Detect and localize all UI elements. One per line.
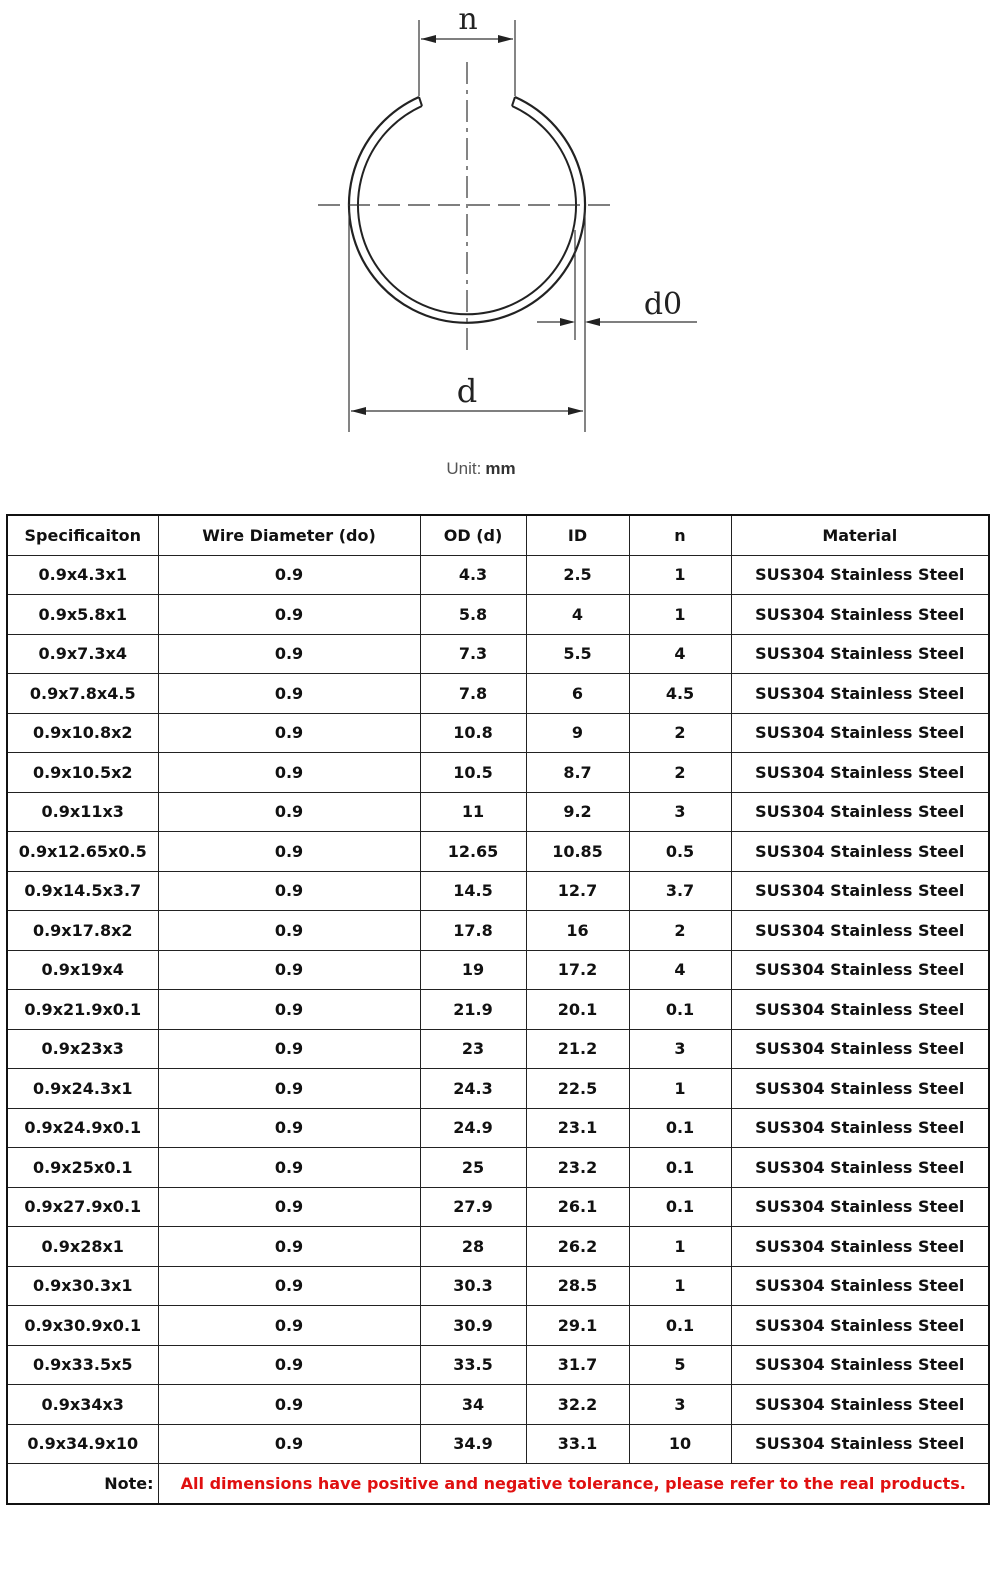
table-row — [7, 713, 989, 753]
cell-wire-diameter: 0.9 — [158, 832, 420, 872]
cell-n: 1 — [629, 1227, 731, 1267]
cell-n: 2 — [629, 713, 731, 753]
cell-od: 4.3 — [420, 555, 526, 595]
cell-wire-diameter: 0.9 — [158, 713, 420, 753]
cell-od: 24.9 — [420, 1108, 526, 1148]
cell-material: SUS304 Stainless Steel — [731, 1266, 989, 1306]
n-label: n — [458, 2, 478, 37]
cell-material: SUS304 Stainless Steel — [731, 792, 989, 832]
cell-od: 10.5 — [420, 753, 526, 793]
cell-id: 2.5 — [526, 555, 629, 595]
cell-n: 1 — [629, 595, 731, 635]
header-id: ID — [526, 515, 629, 555]
cell-specification: 0.9x10.5x2 — [7, 753, 158, 793]
cell-id: 4 — [526, 595, 629, 635]
unit-label-prefix: Unit: — [446, 459, 482, 478]
cell-id: 9.2 — [526, 792, 629, 832]
cell-n: 3 — [629, 1029, 731, 1069]
table-row — [7, 1345, 989, 1385]
note-text: All dimensions have positive and negative tolerance, please refer to the real products. — [158, 1464, 989, 1504]
cell-od: 28 — [420, 1227, 526, 1267]
header-specification: Specificaiton — [7, 515, 158, 555]
cell-id: 28.5 — [526, 1266, 629, 1306]
cell-od: 30.9 — [420, 1306, 526, 1346]
table-row — [7, 1424, 989, 1464]
cell-od: 19 — [420, 950, 526, 990]
cell-material: SUS304 Stainless Steel — [731, 1385, 989, 1425]
cell-material: SUS304 Stainless Steel — [731, 634, 989, 674]
cell-wire-diameter: 0.9 — [158, 1385, 420, 1425]
cell-material: SUS304 Stainless Steel — [731, 555, 989, 595]
cell-od: 21.9 — [420, 990, 526, 1030]
cell-material: SUS304 Stainless Steel — [731, 990, 989, 1030]
table-row — [7, 634, 989, 674]
table-header-row — [7, 515, 989, 555]
cell-n: 10 — [629, 1424, 731, 1464]
cell-n: 0.5 — [629, 832, 731, 872]
cell-specification: 0.9x7.3x4 — [7, 634, 158, 674]
d-arrow-right — [568, 407, 583, 415]
cell-id: 31.7 — [526, 1345, 629, 1385]
cell-n: 0.1 — [629, 1306, 731, 1346]
ring-gap-right-end — [512, 97, 515, 106]
cell-material: SUS304 Stainless Steel — [731, 1187, 989, 1227]
cell-n: 0.1 — [629, 1148, 731, 1188]
ring-diagram — [0, 0, 1000, 500]
cell-specification: 0.9x21.9x0.1 — [7, 990, 158, 1030]
cell-specification: 0.9x30.3x1 — [7, 1266, 158, 1306]
cell-specification: 0.9x5.8x1 — [7, 595, 158, 635]
cell-material: SUS304 Stainless Steel — [731, 1069, 989, 1109]
table-row — [7, 1227, 989, 1267]
table-row — [7, 950, 989, 990]
cell-od: 23 — [420, 1029, 526, 1069]
cell-od: 24.3 — [420, 1069, 526, 1109]
d0-arrow-left — [560, 318, 575, 326]
cell-od: 30.3 — [420, 1266, 526, 1306]
cell-specification: 0.9x27.9x0.1 — [7, 1187, 158, 1227]
cell-wire-diameter: 0.9 — [158, 1148, 420, 1188]
cell-id: 29.1 — [526, 1306, 629, 1346]
cell-n: 2 — [629, 911, 731, 951]
cell-od: 25 — [420, 1148, 526, 1188]
cell-wire-diameter: 0.9 — [158, 674, 420, 714]
table-row — [7, 871, 989, 911]
cell-id: 6 — [526, 674, 629, 714]
cell-material: SUS304 Stainless Steel — [731, 713, 989, 753]
cell-specification: 0.9x10.8x2 — [7, 713, 158, 753]
cell-id: 26.2 — [526, 1227, 629, 1267]
cell-n: 0.1 — [629, 1108, 731, 1148]
cell-od: 17.8 — [420, 911, 526, 951]
cell-specification: 0.9x34x3 — [7, 1385, 158, 1425]
cell-od: 34.9 — [420, 1424, 526, 1464]
cell-material: SUS304 Stainless Steel — [731, 1148, 989, 1188]
cell-id: 17.2 — [526, 950, 629, 990]
cell-wire-diameter: 0.9 — [158, 1345, 420, 1385]
cell-wire-diameter: 0.9 — [158, 792, 420, 832]
table-row — [7, 1187, 989, 1227]
cell-specification: 0.9x12.65x0.5 — [7, 832, 158, 872]
header-od: OD (d) — [420, 515, 526, 555]
cell-wire-diameter: 0.9 — [158, 871, 420, 911]
cell-n: 0.1 — [629, 990, 731, 1030]
cell-id: 10.85 — [526, 832, 629, 872]
cell-n: 4.5 — [629, 674, 731, 714]
cell-n: 4 — [629, 950, 731, 990]
header-n: n — [629, 515, 731, 555]
table-row — [7, 1306, 989, 1346]
cell-id: 32.2 — [526, 1385, 629, 1425]
cell-material: SUS304 Stainless Steel — [731, 1424, 989, 1464]
cell-id: 22.5 — [526, 1069, 629, 1109]
cell-material: SUS304 Stainless Steel — [731, 1108, 989, 1148]
cell-n: 0.1 — [629, 1187, 731, 1227]
cell-id: 20.1 — [526, 990, 629, 1030]
table-row — [7, 1266, 989, 1306]
cell-material: SUS304 Stainless Steel — [731, 1345, 989, 1385]
cell-n: 1 — [629, 1069, 731, 1109]
cell-wire-diameter: 0.9 — [158, 634, 420, 674]
cell-wire-diameter: 0.9 — [158, 555, 420, 595]
cell-wire-diameter: 0.9 — [158, 950, 420, 990]
note-row — [7, 1464, 989, 1504]
cell-material: SUS304 Stainless Steel — [731, 595, 989, 635]
cell-specification: 0.9x24.9x0.1 — [7, 1108, 158, 1148]
cell-od: 7.3 — [420, 634, 526, 674]
cell-id: 8.7 — [526, 753, 629, 793]
cell-wire-diameter: 0.9 — [158, 1029, 420, 1069]
cell-material: SUS304 Stainless Steel — [731, 911, 989, 951]
cell-specification: 0.9x28x1 — [7, 1227, 158, 1267]
d0-arrow-right — [585, 318, 600, 326]
cell-material: SUS304 Stainless Steel — [731, 1029, 989, 1069]
cell-wire-diameter: 0.9 — [158, 753, 420, 793]
cell-id: 5.5 — [526, 634, 629, 674]
cell-id: 23.2 — [526, 1148, 629, 1188]
table-row — [7, 753, 989, 793]
cell-id: 33.1 — [526, 1424, 629, 1464]
table-row — [7, 792, 989, 832]
cell-specification: 0.9x4.3x1 — [7, 555, 158, 595]
cell-id: 9 — [526, 713, 629, 753]
cell-wire-diameter: 0.9 — [158, 990, 420, 1030]
cell-id: 26.1 — [526, 1187, 629, 1227]
cell-wire-diameter: 0.9 — [158, 1108, 420, 1148]
d-arrow-left — [351, 407, 366, 415]
cell-n: 3 — [629, 1385, 731, 1425]
spec-table — [6, 514, 990, 1505]
cell-specification: 0.9x25x0.1 — [7, 1148, 158, 1188]
cell-material: SUS304 Stainless Steel — [731, 950, 989, 990]
table-row — [7, 832, 989, 872]
table-row — [7, 1385, 989, 1425]
cell-od: 10.8 — [420, 713, 526, 753]
cell-od: 33.5 — [420, 1345, 526, 1385]
cell-wire-diameter: 0.9 — [158, 911, 420, 951]
n-arrow-left — [421, 35, 436, 43]
cell-material: SUS304 Stainless Steel — [731, 674, 989, 714]
header-wire-diameter: Wire Diameter (do) — [158, 515, 420, 555]
cell-material: SUS304 Stainless Steel — [731, 1227, 989, 1267]
cell-id: 16 — [526, 911, 629, 951]
cell-od: 34 — [420, 1385, 526, 1425]
cell-od: 11 — [420, 792, 526, 832]
cell-id: 12.7 — [526, 871, 629, 911]
unit-label — [0, 459, 962, 479]
cell-wire-diameter: 0.9 — [158, 595, 420, 635]
cell-specification: 0.9x30.9x0.1 — [7, 1306, 158, 1346]
cell-wire-diameter: 0.9 — [158, 1227, 420, 1267]
cell-od: 12.65 — [420, 832, 526, 872]
table-row — [7, 990, 989, 1030]
cell-specification: 0.9x14.5x3.7 — [7, 871, 158, 911]
table-body — [7, 555, 989, 1464]
cell-od: 5.8 — [420, 595, 526, 635]
cell-material: SUS304 Stainless Steel — [731, 1306, 989, 1346]
cell-wire-diameter: 0.9 — [158, 1069, 420, 1109]
ring-gap-left-end — [419, 97, 422, 106]
table-row — [7, 1069, 989, 1109]
table-row — [7, 555, 989, 595]
cell-n: 4 — [629, 634, 731, 674]
cell-n: 1 — [629, 1266, 731, 1306]
header-material: Material — [731, 515, 989, 555]
cell-wire-diameter: 0.9 — [158, 1266, 420, 1306]
table-row — [7, 1029, 989, 1069]
cell-material: SUS304 Stainless Steel — [731, 871, 989, 911]
d-label: d — [456, 372, 478, 410]
cell-n: 1 — [629, 555, 731, 595]
cell-od: 14.5 — [420, 871, 526, 911]
cell-wire-diameter: 0.9 — [158, 1306, 420, 1346]
d0-label: d0 — [643, 287, 683, 322]
cell-od: 7.8 — [420, 674, 526, 714]
cell-specification: 0.9x17.8x2 — [7, 911, 158, 951]
unit-label-value: mm — [485, 459, 516, 478]
table-row — [7, 1108, 989, 1148]
cell-n: 2 — [629, 753, 731, 793]
cell-id: 23.1 — [526, 1108, 629, 1148]
cell-specification: 0.9x11x3 — [7, 792, 158, 832]
note-label: Note: — [7, 1464, 158, 1504]
cell-specification: 0.9x23x3 — [7, 1029, 158, 1069]
cell-od: 27.9 — [420, 1187, 526, 1227]
cell-n: 3.7 — [629, 871, 731, 911]
n-arrow-right — [498, 35, 513, 43]
table-row — [7, 674, 989, 714]
table-row — [7, 911, 989, 951]
cell-material: SUS304 Stainless Steel — [731, 753, 989, 793]
cell-material: SUS304 Stainless Steel — [731, 832, 989, 872]
cell-specification: 0.9x33.5x5 — [7, 1345, 158, 1385]
cell-specification: 0.9x34.9x10 — [7, 1424, 158, 1464]
cell-id: 21.2 — [526, 1029, 629, 1069]
table-row — [7, 595, 989, 635]
table-row — [7, 1148, 989, 1188]
cell-specification: 0.9x7.8x4.5 — [7, 674, 158, 714]
cell-specification: 0.9x19x4 — [7, 950, 158, 990]
cell-specification: 0.9x24.3x1 — [7, 1069, 158, 1109]
cell-wire-diameter: 0.9 — [158, 1424, 420, 1464]
cell-n: 5 — [629, 1345, 731, 1385]
cell-wire-diameter: 0.9 — [158, 1187, 420, 1227]
cell-n: 3 — [629, 792, 731, 832]
